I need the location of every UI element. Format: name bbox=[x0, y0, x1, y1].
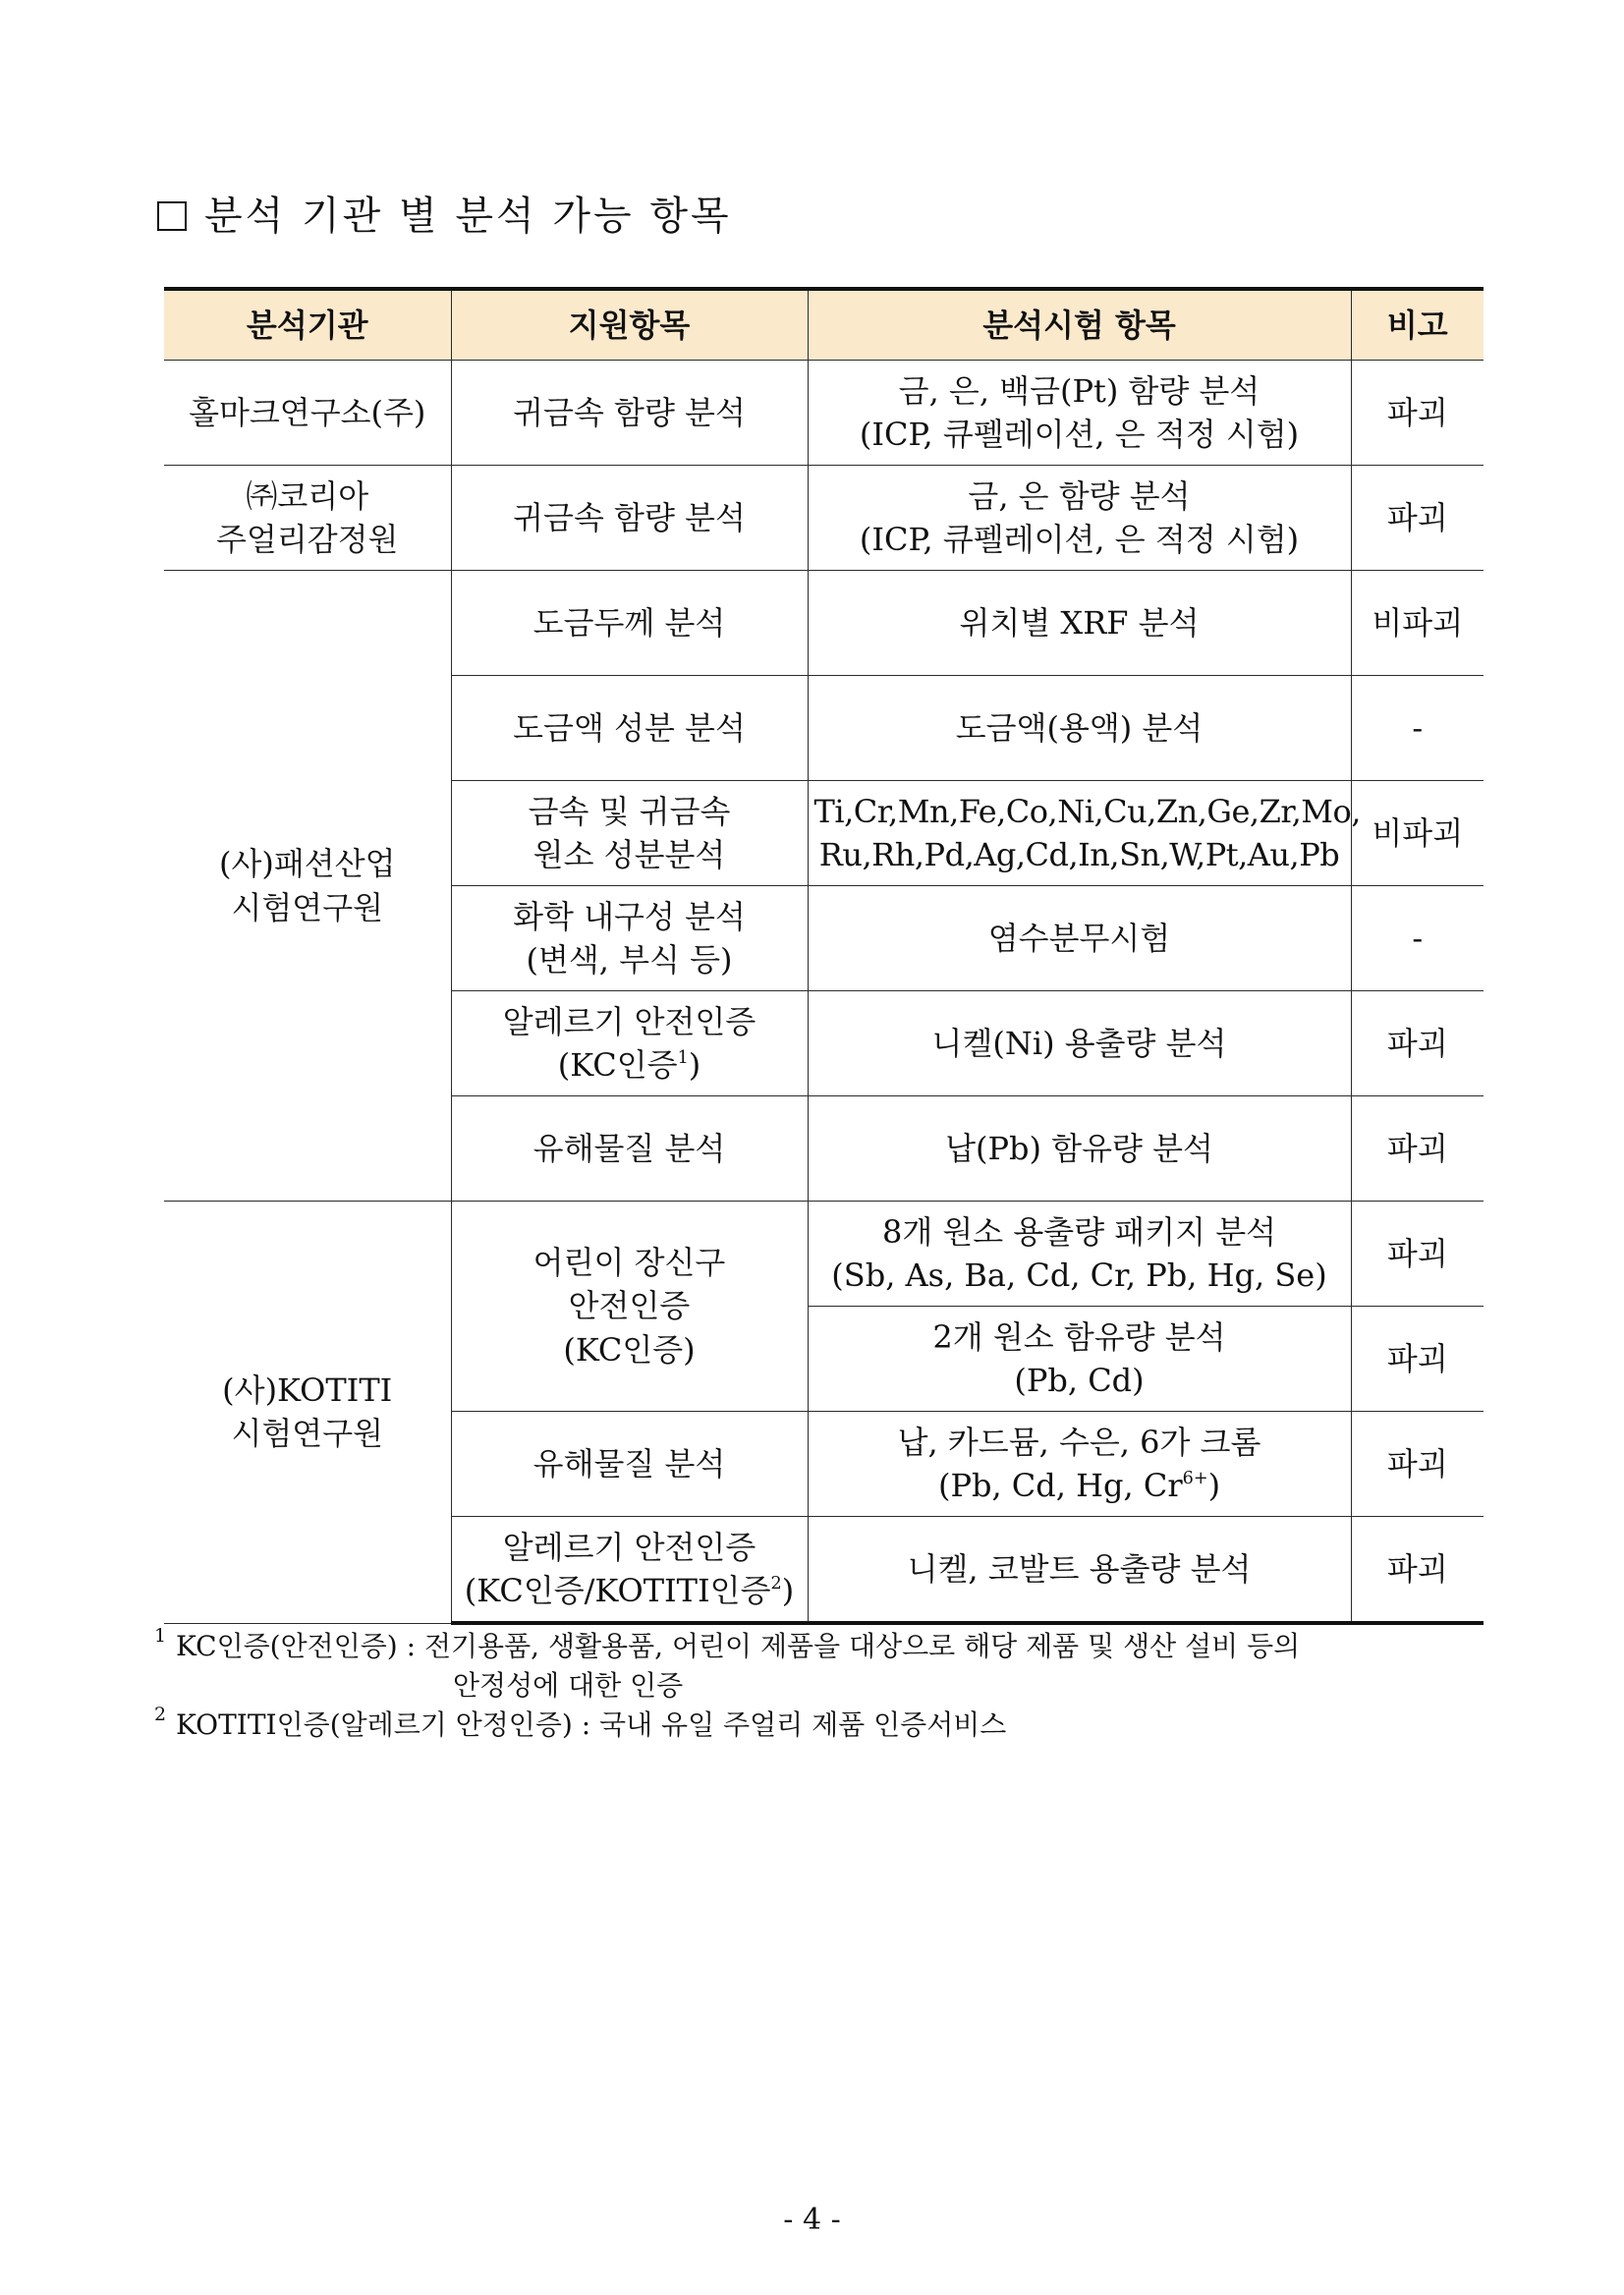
note-cell: 파괴 bbox=[1351, 1096, 1484, 1202]
note-cell: 파괴 bbox=[1351, 1517, 1484, 1624]
table-row bbox=[164, 361, 1484, 466]
item-text-close: ) bbox=[781, 1572, 795, 1609]
item-cell bbox=[451, 676, 808, 781]
test-text: 니켈(Ni) 용출량 분석 bbox=[931, 1024, 1227, 1062]
footnote-number: 1 bbox=[154, 1625, 167, 1647]
footnote bbox=[154, 1627, 1490, 1706]
note-cell: 파괴 bbox=[1351, 1202, 1484, 1307]
org-name: 시험연구원 bbox=[231, 1415, 384, 1453]
note-cell: 파괴 bbox=[1351, 466, 1484, 571]
test-text: 금, 은 함량 분석 bbox=[968, 476, 1191, 515]
table-row bbox=[164, 466, 1484, 571]
item-text-close: ) bbox=[688, 1046, 701, 1084]
note-cell: - bbox=[1351, 886, 1484, 991]
item-cell bbox=[451, 781, 808, 886]
checkbox-square-icon bbox=[157, 201, 187, 231]
note-cell: 파괴 bbox=[1351, 361, 1484, 466]
test-text: (ICP, 큐펠레이션, 은 적정 시험) bbox=[859, 521, 1300, 558]
superscript-charge: 6+ bbox=[1182, 1468, 1208, 1488]
org-name: (사)패션산업 bbox=[218, 845, 396, 883]
footnote-ref: 2 bbox=[770, 1573, 782, 1594]
item-text: 귀금속 함량 분석 bbox=[513, 393, 746, 431]
analysis-table bbox=[164, 287, 1484, 1625]
item-text: 도금액 성분 분석 bbox=[513, 708, 746, 747]
table-header-row bbox=[164, 289, 1484, 361]
item-cell bbox=[451, 1096, 808, 1202]
test-text: Ru,Rh,Pd,Ag,Cd,In,Sn,W,Pt,Au,Pb bbox=[818, 836, 1340, 873]
org-cell bbox=[164, 361, 451, 466]
item-text bbox=[458, 1043, 802, 1087]
test-text: 위치별 XRF 분석 bbox=[959, 603, 1200, 642]
note-cell: 파괴 bbox=[1351, 1307, 1484, 1412]
org-name: 홀마크연구소(주) bbox=[189, 393, 426, 431]
item-text-open: (KC인증 bbox=[557, 1046, 678, 1084]
header-note: 비고 bbox=[1351, 289, 1484, 361]
item-text: 알레르기 안전인증 bbox=[502, 1002, 756, 1040]
item-text: 유해물질 분석 bbox=[532, 1444, 726, 1483]
item-cell bbox=[451, 1517, 808, 1624]
test-text bbox=[814, 1464, 1345, 1507]
item-text: 안전인증 bbox=[568, 1287, 691, 1325]
item-text: 어린이 장신구 bbox=[532, 1244, 726, 1282]
org-name: (사)KOTITI bbox=[222, 1371, 393, 1410]
test-cell bbox=[808, 1202, 1351, 1307]
item-text-open: (KC인증/KOTITI인증 bbox=[464, 1572, 771, 1609]
test-cell bbox=[808, 676, 1351, 781]
test-text: 금, 은, 백금(Pt) 함량 분석 bbox=[898, 371, 1260, 410]
test-text: (Sb, As, Ba, Cd, Cr, Pb, Hg, Se) bbox=[831, 1257, 1327, 1294]
header-test-item: 분석시험 항목 bbox=[808, 289, 1351, 361]
test-text-close: ) bbox=[1207, 1467, 1221, 1504]
footnotes bbox=[154, 1627, 1490, 1744]
test-text: (ICP, 큐펠레이션, 은 적정 시험) bbox=[859, 416, 1300, 453]
table-row bbox=[164, 1202, 1484, 1307]
test-cell bbox=[808, 1517, 1351, 1624]
test-text-open: (Pb, Cd, Hg, Cr bbox=[937, 1467, 1183, 1504]
note-cell: 파괴 bbox=[1351, 1412, 1484, 1517]
test-text: Ti,Cr,Mn,Fe,Co,Ni,Cu,Zn,Ge,Zr,Mo, bbox=[813, 792, 1361, 830]
item-cell bbox=[451, 1202, 808, 1412]
org-name: 시험연구원 bbox=[231, 888, 384, 926]
org-name: 주얼리감정원 bbox=[216, 521, 399, 558]
item-text: (KC인증) bbox=[563, 1330, 696, 1369]
header-support-item: 지원항목 bbox=[451, 289, 808, 361]
note-cell: 비파괴 bbox=[1351, 781, 1484, 886]
header-organization: 분석기관 bbox=[164, 289, 451, 361]
footnote-number: 2 bbox=[154, 1703, 167, 1725]
note-cell: - bbox=[1351, 676, 1484, 781]
item-text: 금속 및 귀금속 bbox=[528, 792, 731, 830]
item-text: 알레르기 안전인증 bbox=[502, 1528, 756, 1566]
org-name: ㈜코리아 bbox=[246, 476, 369, 515]
item-text: (변색, 부식 등) bbox=[526, 941, 733, 979]
section-heading bbox=[157, 185, 732, 241]
test-text: 납, 카드뮴, 수은, 6가 크롬 bbox=[897, 1423, 1261, 1461]
footnote-ref: 1 bbox=[677, 1047, 689, 1068]
test-cell bbox=[808, 466, 1351, 571]
test-cell bbox=[808, 781, 1361, 886]
footnote bbox=[154, 1703, 1490, 1745]
item-text: 원소 성분분석 bbox=[532, 836, 726, 873]
test-text: (Pb, Cd) bbox=[1014, 1362, 1145, 1399]
test-cell bbox=[808, 1412, 1351, 1517]
note-cell: 파괴 bbox=[1351, 991, 1484, 1096]
page-number: - 4 - bbox=[783, 2203, 841, 2237]
org-cell bbox=[164, 466, 451, 571]
section-heading-text: 분석 기관 별 분석 가능 항목 bbox=[204, 194, 732, 239]
item-cell bbox=[451, 361, 808, 466]
footnote-text: KC인증(안전인증) : 전기용품, 생활용품, 어린이 제품을 대상으로 해당 제품 및 생산 설비 등의 bbox=[176, 1630, 1301, 1662]
item-cell bbox=[451, 1412, 808, 1517]
footnote-text: KOTITI인증(알레르기 안정인증) : 국내 유일 주얼리 제품 인증서비스 bbox=[176, 1707, 1007, 1741]
item-cell bbox=[451, 991, 808, 1096]
test-text: 2개 원소 함유량 분석 bbox=[932, 1317, 1226, 1356]
item-text: 화학 내구성 분석 bbox=[513, 897, 746, 935]
test-text: 도금액(용액) 분석 bbox=[955, 708, 1204, 747]
test-text: 8개 원소 용출량 패키지 분석 bbox=[881, 1212, 1277, 1251]
item-cell bbox=[451, 886, 808, 991]
test-text: 납(Pb) 함유량 분석 bbox=[945, 1129, 1213, 1167]
test-cell bbox=[808, 571, 1351, 676]
org-cell bbox=[164, 571, 451, 1202]
table-row bbox=[164, 571, 1484, 676]
item-text: 유해물질 분석 bbox=[532, 1129, 726, 1167]
item-text: 도금두께 분석 bbox=[532, 603, 726, 642]
item-text bbox=[458, 1569, 802, 1612]
item-cell bbox=[451, 466, 808, 571]
org-cell bbox=[164, 1202, 451, 1624]
test-cell bbox=[808, 1307, 1351, 1412]
test-text: 니켈, 코발트 용출량 분석 bbox=[907, 1549, 1252, 1588]
test-cell bbox=[808, 1096, 1351, 1202]
test-text: 염수분무시험 bbox=[987, 919, 1171, 957]
item-text: 귀금속 함량 분석 bbox=[513, 498, 746, 536]
footnote-continuation: 안정성에 대한 인증 bbox=[453, 1668, 684, 1702]
test-cell bbox=[808, 361, 1351, 466]
note-cell: 비파괴 bbox=[1351, 571, 1484, 676]
test-cell bbox=[808, 886, 1351, 991]
test-cell bbox=[808, 991, 1351, 1096]
item-cell bbox=[451, 571, 808, 676]
